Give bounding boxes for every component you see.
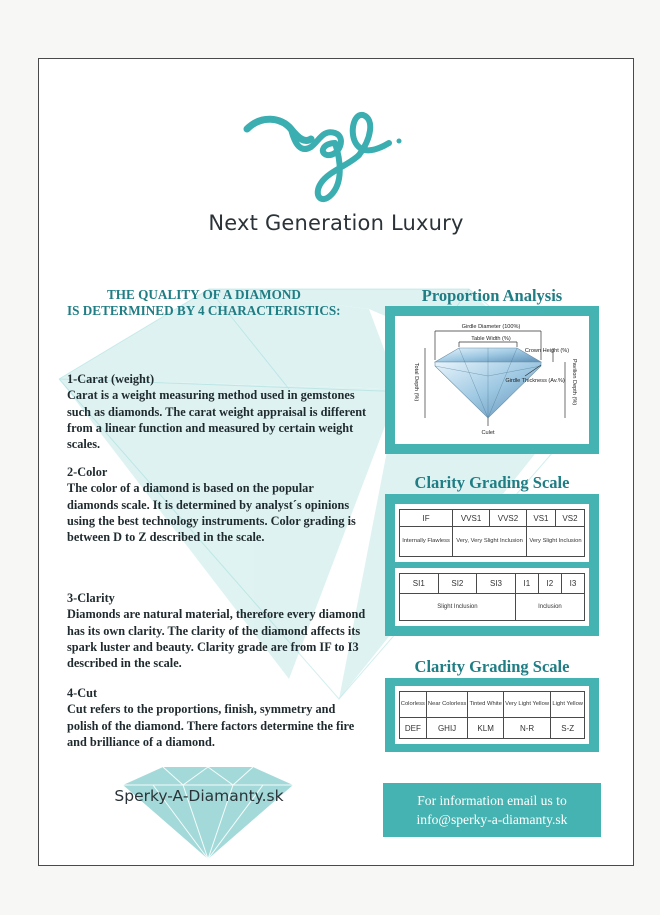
clarity-grade: SI2 <box>438 574 477 594</box>
color-desc: Light Yellow <box>551 692 585 718</box>
characteristic-color <box>67 464 367 545</box>
characteristic-cut <box>67 685 367 750</box>
characteristic-text: The color of a diamond is based on the popular diamonds scale. It is determined by analyst´s opinions using the best technology instruments. Color grading is between D to Z described in the scale. <box>67 481 356 545</box>
characteristic-text: Diamonds are natural material, therefore every diamond has its own clarity. The clarity of the diamond affects its spark luster and beauty. Clarity grade are from IF to I3 described in the scale. <box>67 607 366 671</box>
color-scale-title: Clarity Grading Scale <box>414 657 570 676</box>
clarity-grade: SI3 <box>477 574 516 594</box>
flyer-sheet <box>38 58 634 866</box>
quality-heading-line1: THE QUALITY OF A DIAMOND <box>107 287 301 302</box>
clarity-grade: I2 <box>538 574 561 594</box>
brand-tagline: Next Generation Luxury <box>208 211 464 235</box>
clarity-desc: Very Slight Inclusion <box>526 527 584 557</box>
clarity-grade: VVS1 <box>453 510 490 527</box>
clarity-grade: VVS2 <box>490 510 527 527</box>
diamond-icon <box>113 765 303 861</box>
ngl-logo-icon <box>239 99 429 209</box>
quality-heading-line2: IS DETERMINED BY 4 CHARACTERISTICS: <box>67 303 341 318</box>
characteristic-text: Cut refers to the proportions, finish, symmetry and polish of the diamond. There factors determine the fire and brilliance of a diamond. <box>67 702 355 749</box>
site-name: Sperky-A-Diamanty.sk <box>114 787 284 805</box>
contact-line: For information email us to <box>417 793 567 808</box>
contact-email-link[interactable]: info@sperky-a-diamanty.sk <box>416 812 568 827</box>
proportion-panel <box>385 306 599 454</box>
characteristic-text: Carat is a weight measuring method used in gemstones such as diamonds. The carat weight appraisal is different from a linear function and measured by certain weight scales. <box>67 388 367 452</box>
label-total-depth: Total Depth (%) <box>413 362 419 402</box>
clarity-grade: I1 <box>515 574 538 594</box>
characteristic-carat <box>67 371 367 452</box>
color-desc: Tinted White <box>468 692 503 718</box>
color-grade: KLM <box>468 718 503 739</box>
label-table-width: Table Width (%) <box>471 336 511 342</box>
color-desc: Colorless <box>400 692 427 718</box>
characteristic-clarity <box>67 590 367 671</box>
color-grade: S-Z <box>551 718 585 739</box>
color-grade: GHIJ <box>426 718 468 739</box>
color-desc: Near Colorless <box>426 692 468 718</box>
clarity-title: Clarity Grading Scale <box>414 473 570 492</box>
diamond-proportion-diagram <box>395 316 589 444</box>
color-scale-panel <box>385 678 599 752</box>
characteristic-title: 1-Carat (weight) <box>67 372 155 386</box>
quality-heading <box>59 287 359 319</box>
clarity-grade: VS1 <box>526 510 555 527</box>
color-grade: N-R <box>503 718 551 739</box>
clarity-desc: Very, Very Slight Inclusion <box>453 527 527 557</box>
label-pavilion-depth: Pavilion Depth (%) <box>571 358 577 406</box>
color-grade: DEF <box>400 718 427 739</box>
clarity-table-top <box>399 509 585 557</box>
clarity-table-bottom <box>399 573 585 621</box>
clarity-grade: VS2 <box>555 510 584 527</box>
clarity-grade: SI1 <box>400 574 439 594</box>
clarity-grade: I3 <box>561 574 584 594</box>
proportion-title: Proportion Analysis <box>421 286 563 305</box>
label-girdle-diameter: Girdle Diameter (100%) <box>461 324 521 330</box>
clarity-desc: Inclusion <box>515 594 584 621</box>
color-scale-table <box>399 691 585 739</box>
color-desc: Very Light Yellow <box>503 692 551 718</box>
clarity-desc: Internally Flawless <box>400 527 453 557</box>
characteristic-title: 2-Color <box>67 465 108 479</box>
label-culet: Culet <box>481 430 495 436</box>
label-girdle-thickness: Girdle Thickness (Av.%) <box>505 378 565 384</box>
clarity-desc: Slight Inclusion <box>400 594 516 621</box>
characteristic-title: 3-Clarity <box>67 591 115 605</box>
clarity-grade: IF <box>400 510 453 527</box>
characteristic-title: 4-Cut <box>67 686 98 700</box>
label-crown-height: Crown Height (%) <box>524 348 570 354</box>
contact-box <box>383 783 601 837</box>
clarity-panel <box>385 494 599 636</box>
